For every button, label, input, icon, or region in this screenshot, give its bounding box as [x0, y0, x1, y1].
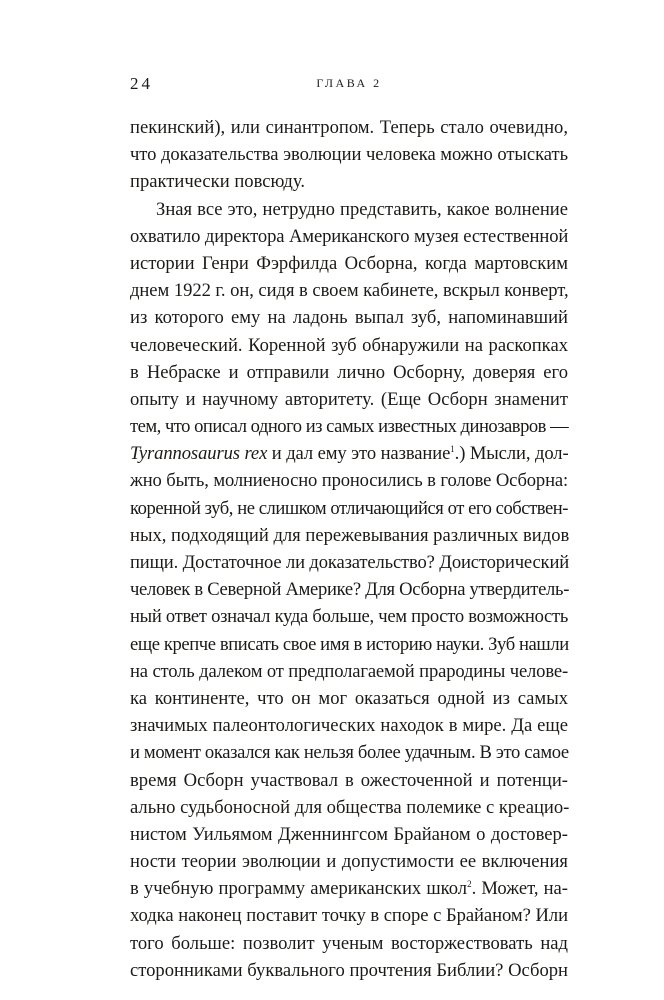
paragraph-first-line: Зная все это, нетрудно представить, какое волнение [156, 198, 568, 220]
text-line: ности теории эволюции и допустимости ее включения [130, 851, 568, 873]
species-name-italic: Tyrannosaurus rex [130, 443, 268, 465]
text-line: пищи. Достаточное ли доказательство? Доисторический [130, 552, 570, 573]
text-line: ный ответ означал куда больше, чем просто возможность [130, 606, 568, 628]
body-text [130, 114, 568, 984]
text-line: и момент оказался как нельзя более удачным. В это самое [130, 742, 569, 764]
text-line: опыту и научному авторитету. (Еще Осборн знаменит [130, 388, 568, 410]
text-line: охватило директора Американского музея естественной [130, 225, 569, 247]
text-line: человеческий. Коренной зуб обнаружили на раскопках [130, 334, 568, 356]
text-line: ходка наконец поставит точку в споре с Брайаном? Или [130, 905, 568, 927]
text-line: тем, что описал одного из самых известных динозавров — [130, 416, 569, 438]
text-line: сторонниками буквального прочтения Библии? Осборн [130, 959, 568, 981]
footnote-marker: 2 [467, 879, 472, 890]
text-line: ных, подходящий для пережевывания различных видов [130, 524, 570, 546]
text-line: Tyrannosaurus rex и дал ему это название$^1$.) Мысли, дол- [130, 443, 569, 465]
running-head: ГЛАВА 2 [316, 76, 382, 90]
text-line: днем 1922 г. он, сидя в своем кабинете, вскрыл конверт, [130, 280, 569, 302]
text-line: жно быть, молниеносно проносились в голове Осборна: [130, 470, 568, 492]
text-line: в Небраске и отправили лично Осборну, доверяя его [130, 361, 568, 383]
text-line: нистом Уильямом Дженнингсом Брайаном о достовер- [130, 823, 568, 845]
text-line: на столь далеком от предполагаемой прародины челове- [130, 660, 568, 682]
text-line: ка континенте, что он мог оказаться одной из самых [130, 687, 568, 709]
text-line: значимых палеонтологических находок в мире. Да еще [130, 715, 568, 737]
text-line: время Осборн участвовал в ожесточенной и потенци- [130, 769, 568, 791]
text-line: из которого ему на ладонь выпал зуб, напоминавший [130, 307, 568, 329]
text-line: истории Генри Фэрфилда Осборна, когда мартовским [130, 252, 568, 274]
text-line: пекинский), или синантропом. Теперь стало очевидно, [130, 117, 568, 138]
page-header [130, 74, 568, 98]
text-line: еще крепче вписать свое имя в историю науки. Зуб нашли [130, 633, 569, 655]
text-line: практически повсюду. [130, 171, 305, 193]
text-line: того больше: позволит ученым восторжествовать над [130, 932, 568, 954]
text-line: ально судьбоносной для общества полемике с креацио- [130, 796, 570, 818]
text-line: человек в Северной Америке? Для Осборна утвердитель- [130, 579, 570, 601]
footnote-marker: 1 [450, 444, 455, 455]
text-line: в учебную программу американских школ$^2$. Может, на- [130, 878, 568, 900]
page-number: 24 [130, 74, 153, 93]
text-line: коренной зуб, не слишком отличающийся от его собствен- [130, 497, 569, 519]
text-line: что доказательства эволюции человека можно отыскать [130, 144, 568, 166]
